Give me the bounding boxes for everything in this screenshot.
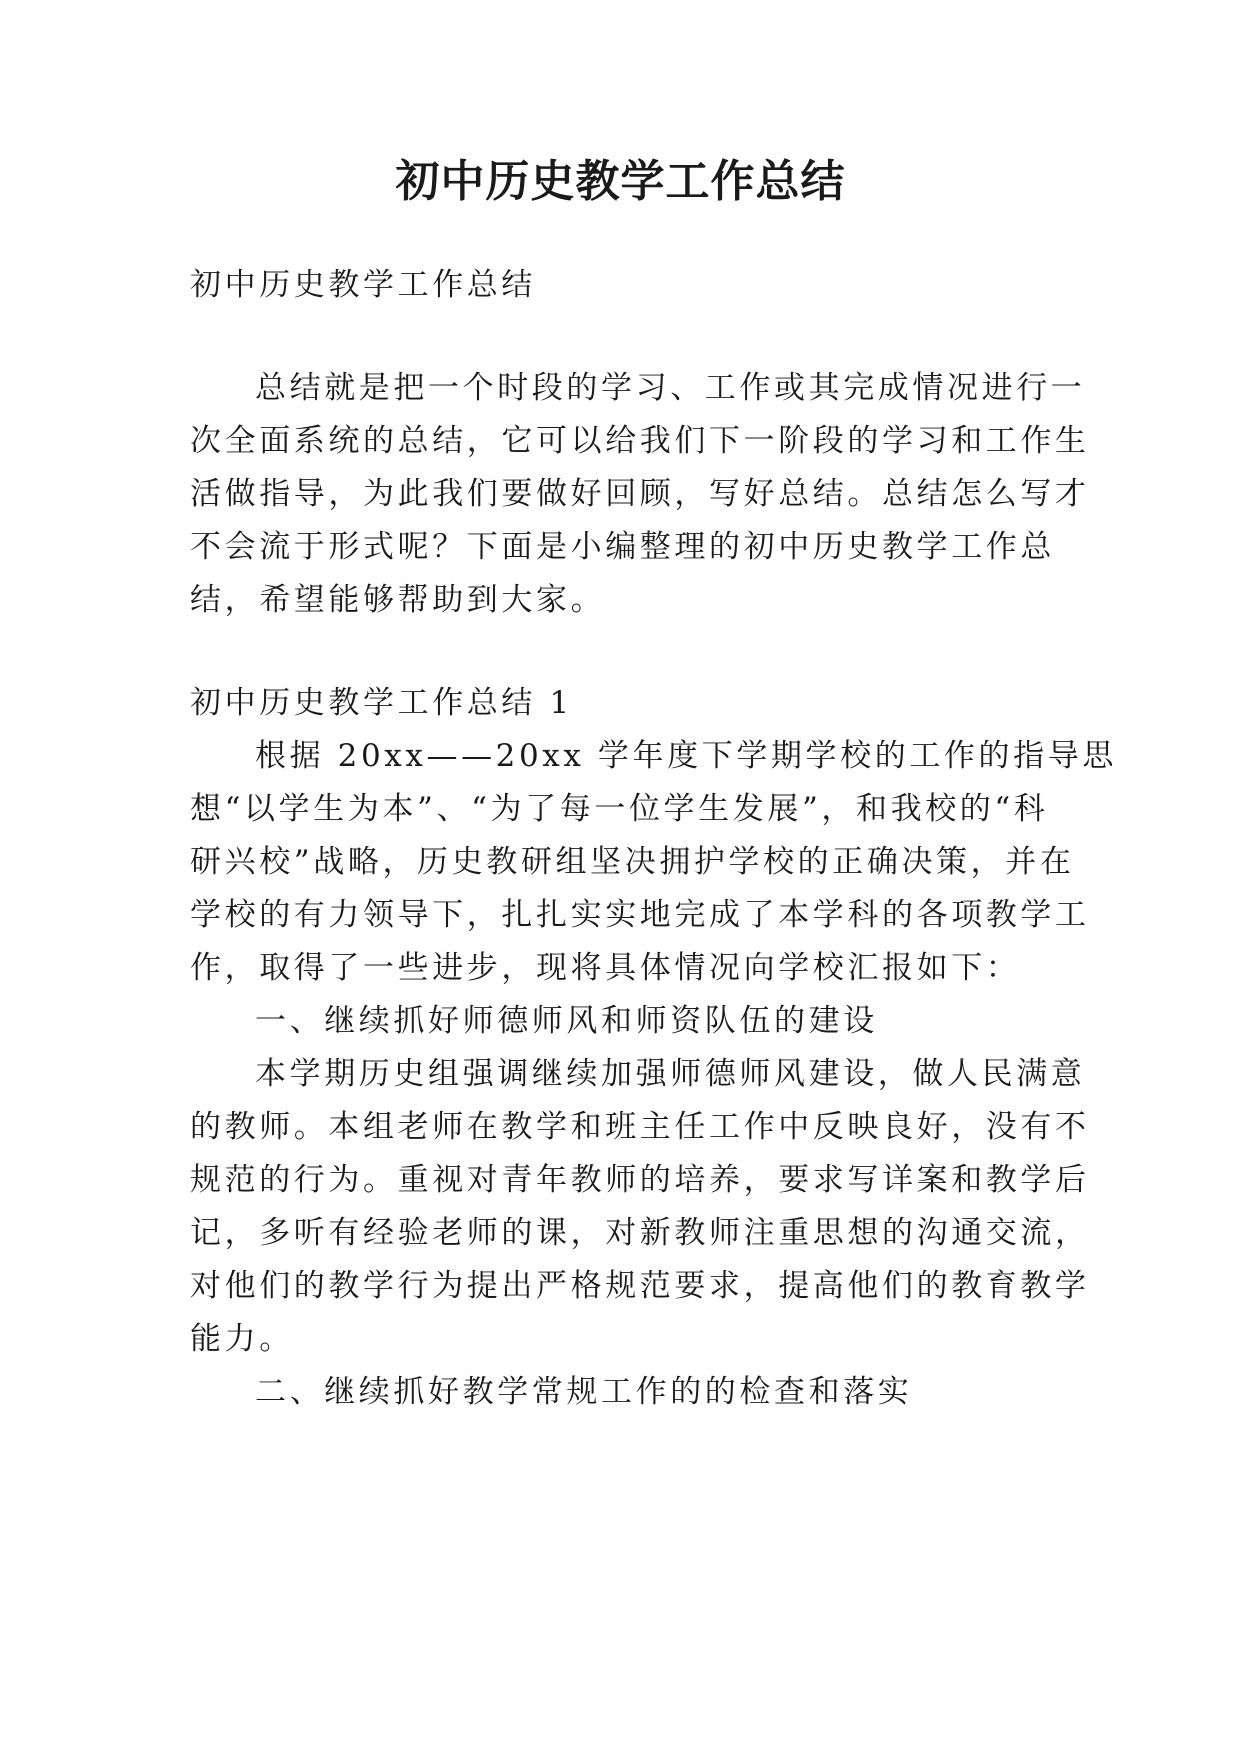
intro-line-4: 不会流于形式呢？下面是小编整理的初中历史教学工作总 (190, 529, 1055, 565)
section1-line-2: 想“以学生为本”、“为了每一位学生发展”，和我校的“科 (190, 791, 1049, 827)
section1-line-3: 研兴校”战略，历史教研组坚决拥护学校的正确决策，并在 (190, 844, 1075, 880)
point1-line-2: 的教师。本组老师在教学和班主任工作中反映良好，没有不 (190, 1109, 1090, 1145)
intro-line-3: 活做指导，为此我们要做好回顾，写好总结。总结怎么写才 (190, 476, 1090, 512)
document-subtitle: 初中历史教学工作总结 (190, 267, 536, 303)
point1-line-6: 能力。 (190, 1321, 294, 1357)
intro-line-1: 总结就是把一个时段的学习、工作或其完成情况进行一 (255, 370, 1086, 406)
intro-line-2: 次全面系统的总结，它可以给我们下一阶段的学习和工作生 (190, 423, 1090, 459)
point1-line-5: 对他们的教学行为提出严格规范要求，提高他们的教育教学 (190, 1268, 1090, 1304)
point1-line-4: 记，多听有经验老师的课，对新教师注重思想的沟通交流， (190, 1215, 1090, 1251)
section1-line-4: 学校的有力领导下，扎扎实实地完成了本学科的各项教学工 (190, 897, 1090, 933)
point1-heading: 一、继续抓好师德师风和师资队伍的建设 (255, 1003, 878, 1039)
section1-line-1: 根据 20xx——20xx 学年度下学期学校的工作的指导思 (255, 738, 1117, 774)
document-title: 初中历史教学工作总结 (395, 156, 846, 207)
section1-line-5: 作，取得了一些进步，现将具体情况向学校汇报如下： (190, 950, 1021, 986)
point2-heading: 二、继续抓好教学常规工作的的检查和落实 (255, 1374, 913, 1410)
intro-line-5: 结，希望能够帮助到大家。 (190, 582, 606, 618)
point1-line-1: 本学期历史组强调继续加强师德师风建设，做人民满意 (255, 1056, 1086, 1092)
point1-line-3: 规范的行为。重视对青年教师的培养，要求写详案和教学后 (190, 1162, 1090, 1198)
section1-heading: 初中历史教学工作总结 1 (190, 685, 573, 721)
